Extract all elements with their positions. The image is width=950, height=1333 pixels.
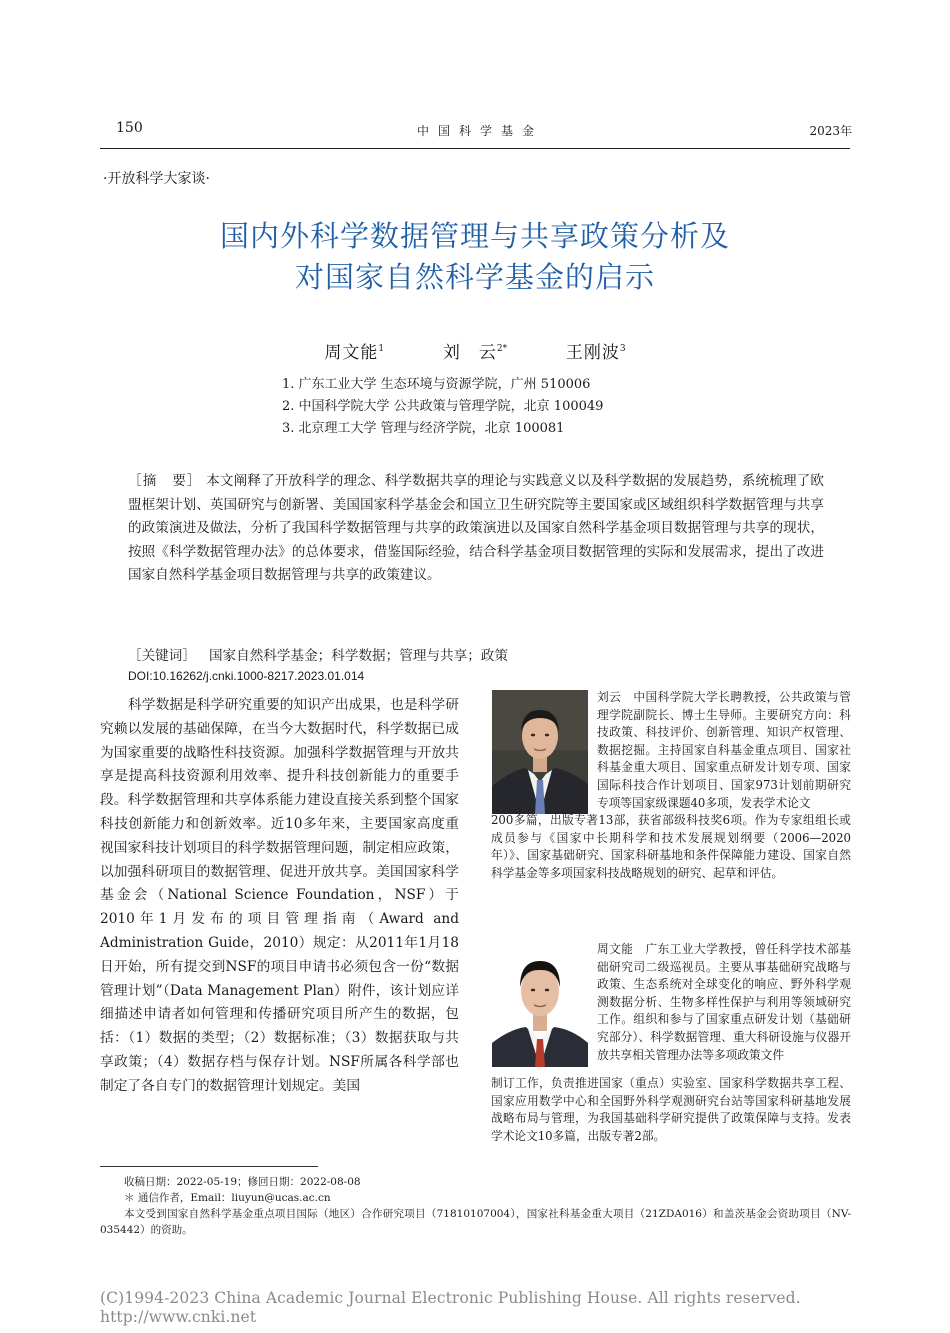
running-header-journal: 中国科学基金 [416,124,543,138]
footnote-rule [100,1166,318,1167]
bio-zhou-wenneng-part1: 周文能 广东工业大学教授，曾任科学技术部基础研究司二级巡视员。主要从事基础研究战略与政策、生态系统对全球变化的响应、野外科学观测数据分析、生物多样性保护与利用等领域研究工作。组织和参与了国家重点研发计划（基础研究部分）、科学数据管理、重大科研设施与仪器开放共享相关管理办法等多项政策文件 [597,942,851,1062]
author-name: 刘 云 [442,343,497,363]
abstract-label: ［摘 要］ [128,473,202,489]
author-list [0,338,950,363]
author-mark: 1 [378,344,385,354]
author-mark: 2* [496,344,508,354]
header-rule [100,148,850,149]
abstract [128,470,824,588]
keywords-label: ［关键词］ [128,648,196,664]
affiliation: 3. 北京理工大学 管理与经济学院，北京 100081 [282,421,565,436]
affiliation-list [282,374,603,440]
footnote-funding: 本文受到国家自然科学基金重点项目国际（地区）合作研究项目（71810107004），国家社科基金重大项目（21ZDA016）和盖茨基金会资助项目（NV-035442）的资助。 [100,1208,851,1236]
footnote-corresponding-author: ＊ 通信作者，Email：liuyun@ucas.ac.cn [124,1192,331,1204]
footnote-dates: 收稿日期：2022-05-19；修回日期：2022-08-08 [124,1176,361,1188]
page-number: 150 [116,120,143,136]
title-line-1: 国内外科学数据管理与共享政策分析及 [219,219,730,253]
bio-liu-yun-part1: 刘云 中国科学院大学长聘教授，公共政策与管理学院副院长、博士生导师。主要研究方向：科技政策、科技评价、创新管理、知识产权管理、数据挖掘。主持国家自科基金重点项目、国家社科基金重大项目、国家重点研发计划专项、国家国际科技合作计划项目、国家973计划前期研究专项等国家级课题40多项，发表学术论文 [597,690,851,810]
bio-liu-yun-part2: 200多篇，出版专著13部，获省部级科技奖6项。作为专家组组长或成员参与《国家中长期科学和技术发展规划纲要（2006—2020年）》、国家基础研究、国家科研基地和条件保障能力建设、国家自然科学基金等多项国家科技战略规划的研究、起草和评估。 [491,813,851,880]
author-mark: 3 [619,344,626,354]
abstract-text: 本文阐释了开放科学的理念、科学数据共享的理论与实践意义以及科学数据的发展趋势，系统梳理了欧盟框架计划、英国研究与创新署、美国国家科学基金会和国立卫生研究院等主要国家或区域组织科学数据管理与共享的政策演进及做法，分析了我国科学数据管理与共享的政策演进以及国家自然科学基金项目数据管理与共享的现状，按照《科学数据管理办法》的总体要求，借鉴国际经验，结合科学基金项目数据管理的实际和发展需求，提出了改进国家自然科学基金项目数据管理与共享的政策建议。 [128,473,825,584]
portrait-photo-zhou-wenneng [492,943,588,1067]
article-title [0,216,950,298]
doi[interactable]: DOI:10.16262/j.cnki.1000-8217.2023.01.014 [128,669,365,683]
body-paragraph: 科学数据是科学研究重要的知识产出成果，也是科学研究赖以发展的基础保障，在当今大数据时代，科学数据已成为国家重要的战略性科技资源。加强科学数据管理与开放共享是提高科技资源利用效率、提升科技创新能力的重要手段。科学数据管理和共享体系能力建设直接关系到整个国家科技创新能力和创新效率。近10多年来，主要国家高度重视国家科技计划项目的科学数据管理问题，制定相应政策，以加强科研项目的数据管理、促进开放共享。美国国家科学基金会（National Science Foundation，NSF）于2010年1月发布的项目管理指南（Award and Administration Guide，2010）规定：从2011年1月18日开始，所有提交到NSF的项目申请书必须包含一份“数据管理计划”（Data Management Plan）附件，该计划应详细描述申请者如何管理和传播研究项目所产生的数据，包括：（1）数据的类型；（2）数据标准；（3）数据获取与共享政策；（4）数据存档与保存计划。NSF所属各科学部也制定了各自专门的数据管理计划规定。美国 [100,697,459,1094]
affiliation: 2. 中国科学院大学 公共政策与管理学院，北京 100049 [282,399,604,414]
keywords-text: 国家自然科学基金；科学数据；管理与共享；政策 [208,648,508,664]
keywords [128,644,508,664]
portrait-photo-liu-yun [492,690,588,814]
bio-zhou-wenneng-part2: 制订工作，负责推进国家（重点）实验室、国家科学数据共享工程、国家应用数学中心和全国野外科学观测研究台站等国家科研基地发展战略布局与管理，为我国基础科学研究提供了政策保障与支持。发表学术论文10多篇，出版专著2部。 [491,1076,851,1143]
affiliation: 1. 广东工业大学 生态环境与资源学院，广州 510006 [282,377,591,392]
author-name: 王刚波 [565,343,620,363]
author-name: 周文能 [324,343,379,363]
column-label: ·开放科学大家谈· [103,171,210,187]
copyright-line: (C)1994-2023 China Academic Journal Electronic Publishing House. All rights reserved. http://www.cnki.net [100,1289,822,1326]
title-line-2: 对国家自然科学基金的启示 [294,260,655,294]
running-header-year: 2023年 [809,124,852,138]
